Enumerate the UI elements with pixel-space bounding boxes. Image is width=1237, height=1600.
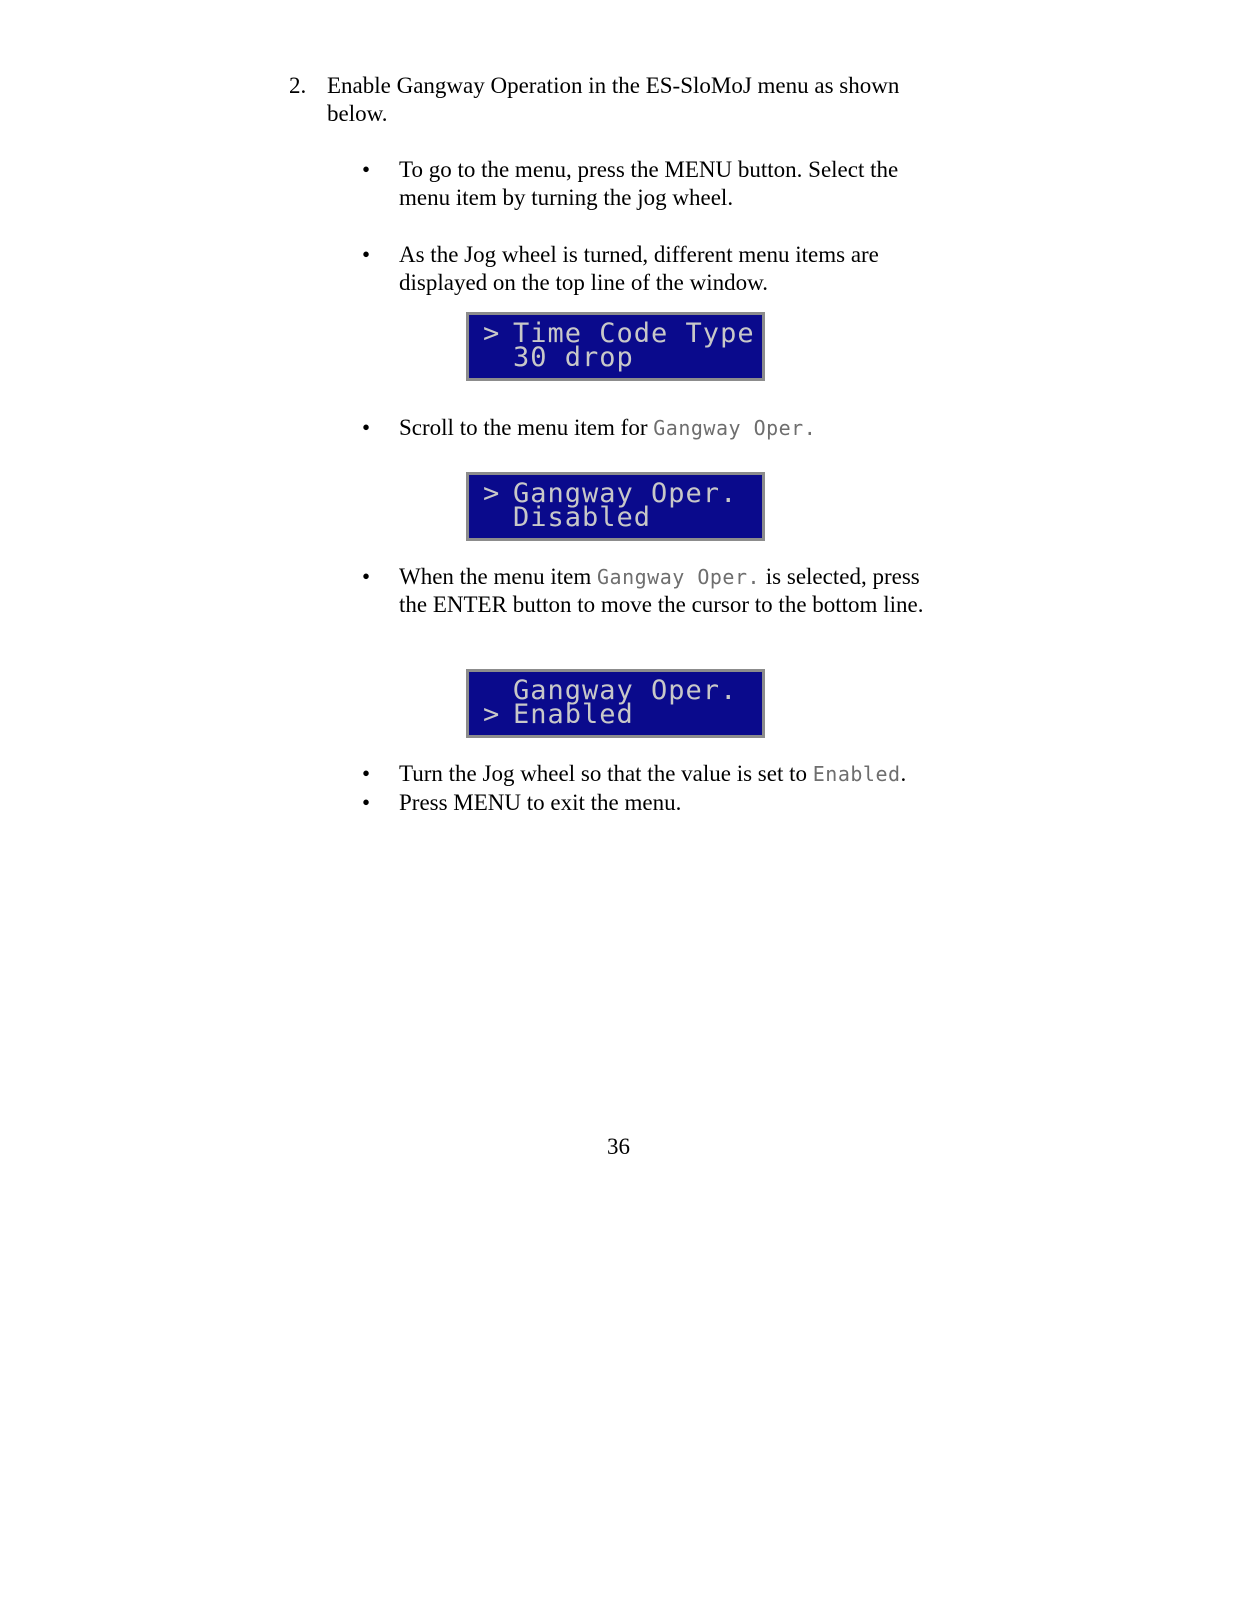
lcd-display-gangway-enabled <box>466 669 765 738</box>
lcd-display-gangway-disabled <box>466 472 765 541</box>
bullet-text-after: is selected, press the ENTER button to move the cursor to the bottom line. <box>399 564 924 617</box>
lcd-inline-label: Gangway Oper. <box>653 416 817 440</box>
bullet-text-before: When the menu item <box>399 564 597 589</box>
lcd-inline-label: Gangway Oper. <box>597 565 761 589</box>
lcd-row-bottom <box>483 342 634 373</box>
bullet-text-before: Turn the Jog wheel so that the value is set to <box>399 761 813 786</box>
lcd-cursor: > <box>483 478 501 509</box>
bullet-text-set-enabled <box>399 760 944 788</box>
bullet-text-menu-instructions: To go to the menu, press the MENU button. Select the menu item by turning the jog wheel. <box>399 157 899 210</box>
bullet-symbol: • <box>362 564 371 589</box>
lcd-line-2: Disabled <box>513 502 652 533</box>
lcd-line-1: Gangway Oper. <box>513 478 738 509</box>
lcd-cursor: > <box>483 318 501 349</box>
bullet-text-jog-wheel: As the Jog wheel is turned, different menu items are displayed on the top line of the window. <box>399 242 879 295</box>
lcd-cursor: > <box>483 699 501 730</box>
bullet-text-before: Scroll to the menu item for <box>399 415 654 440</box>
bullet-text-scroll <box>399 414 944 442</box>
bullet-text-exit-menu: Press MENU to exit the menu. <box>399 790 682 815</box>
lcd-line-1: Gangway Oper. <box>513 675 738 706</box>
bullet-text-after: . <box>900 761 907 786</box>
bullet-symbol: • <box>362 415 371 440</box>
bullet-symbol: • <box>362 790 371 815</box>
lcd-line-1: Time Code Type <box>513 318 755 349</box>
page-number: 36 <box>607 1134 630 1159</box>
lcd-line-2: 30 drop <box>513 342 634 373</box>
step-text: Enable Gangway Operation in the ES-SloMoJ menu as shown below. <box>327 73 900 126</box>
bullet-text-enter <box>399 563 949 619</box>
lcd-display-time-code-type <box>466 312 765 381</box>
bullet-symbol: • <box>362 761 371 786</box>
lcd-inline-label: Enabled <box>812 762 901 786</box>
bullet-symbol: • <box>362 157 371 182</box>
bullet-symbol: • <box>362 242 371 267</box>
lcd-row-bottom <box>483 502 652 533</box>
lcd-row-bottom <box>483 699 634 730</box>
step-number: 2. <box>289 73 307 98</box>
lcd-line-2: Enabled <box>513 699 634 730</box>
